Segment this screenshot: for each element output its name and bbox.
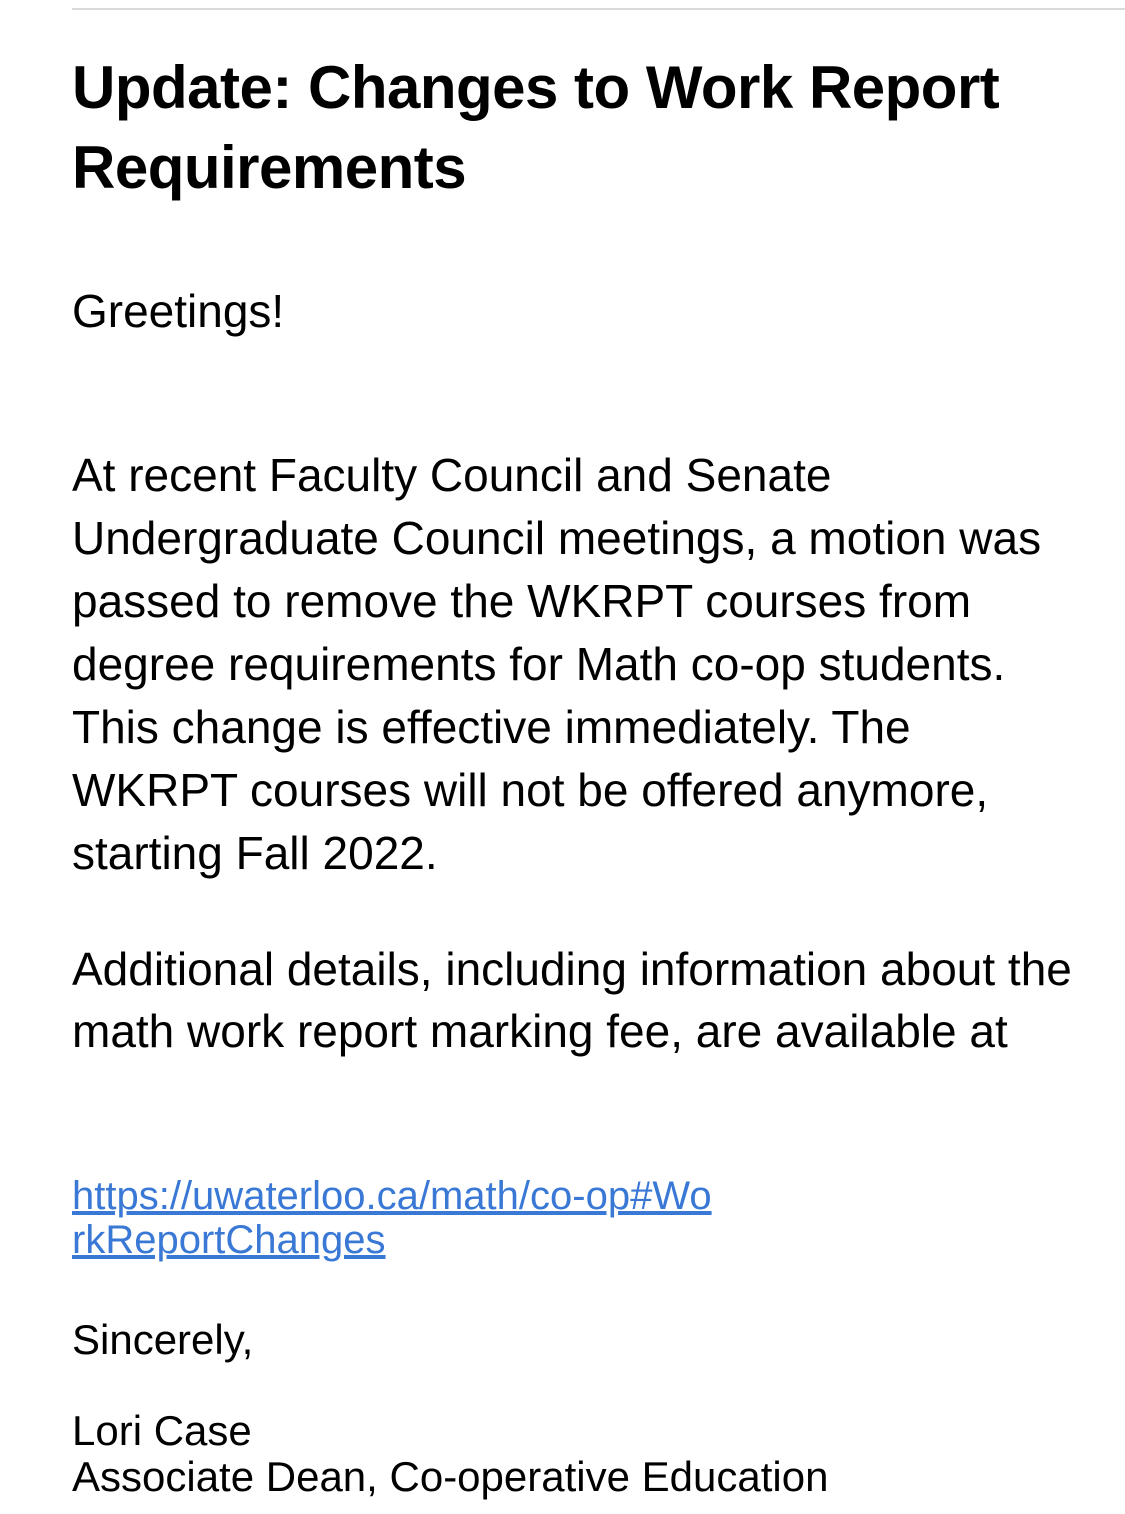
email-body [72,48,1072,1500]
email-title: Update: Changes to Work Report Requirements [72,54,1000,201]
signature-name: Lori Case [72,1407,252,1454]
body-paragraph: At recent Faculty Council and Senate Undergraduate Council meetings, a motion was passed to remove the WKRPT courses from degree requirements for Math co-op students. This change is effective immediately. The WKRPT courses will not be offered anymore, starting Fall 2022. [72,449,1042,879]
signature-block [72,1408,828,1500]
body-paragraph: Additional details, including information about the math work report marking fee, are available at [72,943,1072,1057]
header-divider [72,8,1125,10]
signoff-text: Sincerely, [72,1316,254,1363]
details-link-container [72,1174,712,1262]
details-link[interactable]: https://uwaterloo.ca/math/co-op#WorkReportChanges [72,1174,712,1262]
greeting-text: Greetings! [72,285,285,337]
signature-role: Associate Dean, Co-operative Education [72,1453,829,1500]
